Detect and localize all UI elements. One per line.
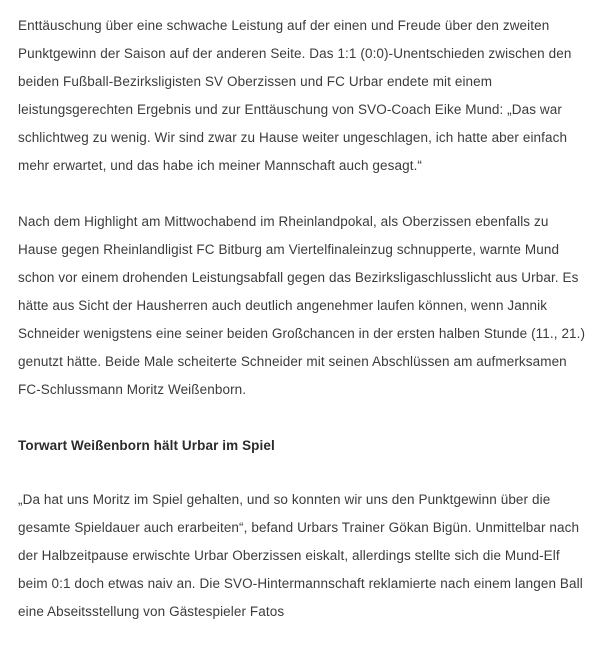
article-paragraph-2: Nach dem Highlight am Mittwochabend im Rheinlandpokal, als Oberzissen ebenfalls zu Hause gegen Rheinlandligist FC Bitburg am Viertelfinaleinzug schnupperte, warnte Mund schon vor einem drohenden Leistungsabfall gegen das Bezirksligaschlusslicht aus Urbar. Es hätte aus Sicht der Hausherren auch deutlich angenehmer laufen können, wenn Jannik Schneider wenigstens eine seiner beiden Großchancen in der ersten halben Stunde (11., 21.) genutzt hätte. Beide Male scheiterte Schneider mit seinen Abschlüssen am aufmerksamen FC-Schlussmann Moritz Weißenborn.	[18, 214, 586, 397]
article-subheading: Torwart Weißenborn hält Urbar im Spiel	[18, 438, 275, 453]
article-paragraph-3: „Da hat uns Moritz im Spiel gehalten, und so konnten wir uns den Punktgewinn über die gesamte Spieldauer auch erarbeiten“, befand Urbars Trainer Gökan Bigün. Unmittelbar nach der Halbzeitpause erwischte Urbar Oberzissen eiskalt, allerdings stellte sich die Mund-Elf beim 0:1 doch etwas naiv an. Die SVO-Hintermannschaft reklamierte nach einem langen Ball eine Abseitsstellung von Gästespieler Fatos	[18, 492, 583, 619]
article-paragraph-1: Enttäuschung über eine schwache Leistung auf der einen und Freude über den zweiten Punktgewinn der Saison auf der anderen Seite. Das 1:1 (0:0)-Unentschieden zwischen den beiden Fußball-Bezirksligisten SV Oberzissen und FC Urbar endete mit einem leistungsgerechten Ergebnis und zur Enttäuschung von SVO-Coach Eike Mund: „Das war schlichtweg zu wenig. Wir sind zwar zu Hause weiter ungeschlagen, ich hatte aber einfach mehr erwartet, und das habe ich meiner Mannschaft auch gesagt.“	[18, 18, 572, 173]
